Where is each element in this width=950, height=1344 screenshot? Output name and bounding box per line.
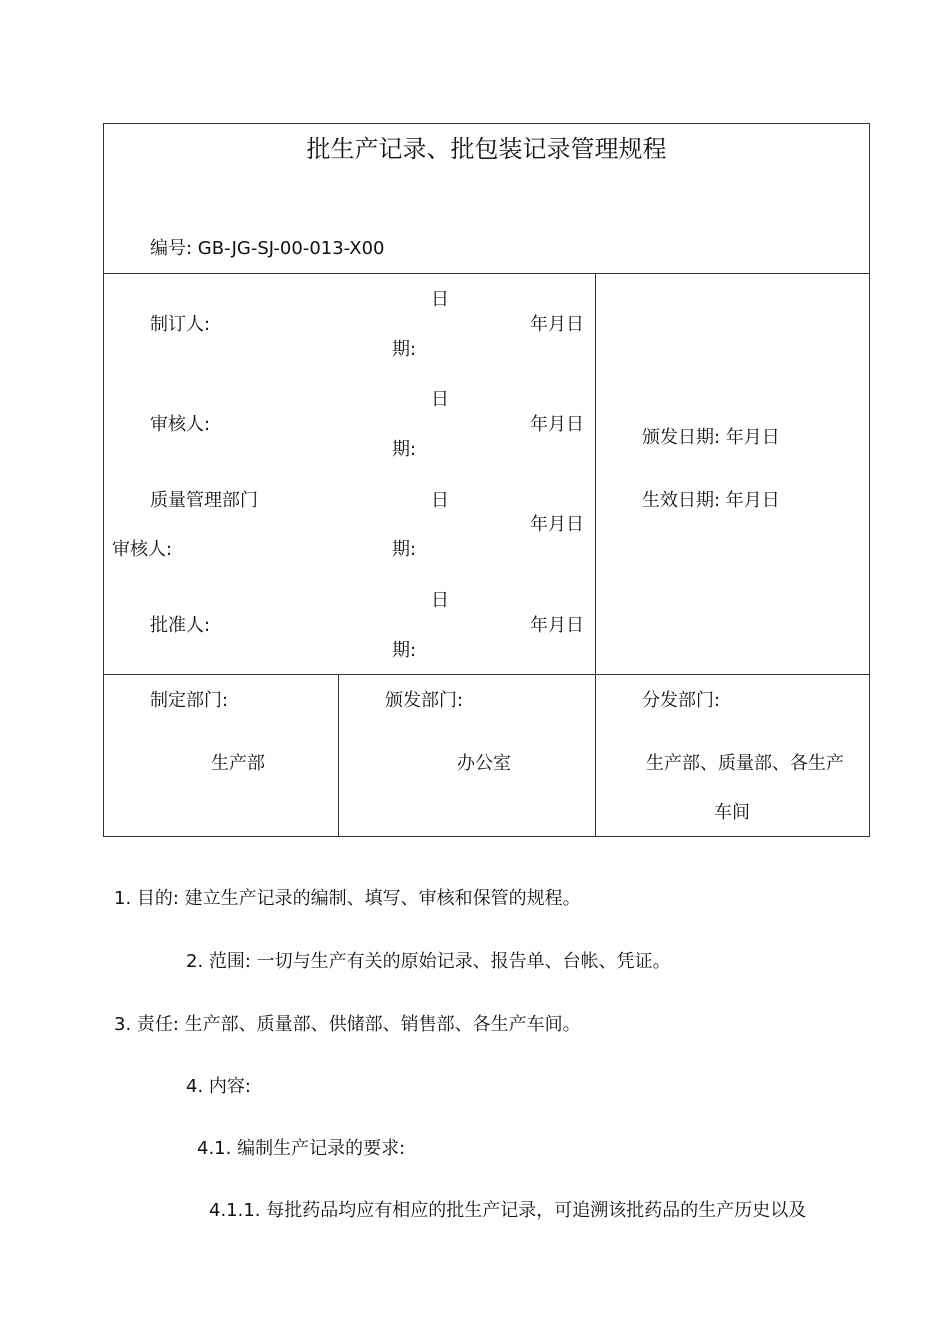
reviewer-date-value: 年月日 [530, 414, 584, 435]
table-divider-dept [338, 674, 339, 837]
approver-date-value: 年月日 [530, 615, 584, 636]
drafting-dept-label: 制定部门: [150, 690, 229, 711]
approver-label: 批准人: [150, 615, 211, 636]
issue-date: 颁发日期: 年月日 [642, 427, 780, 448]
approver-date-label-top: 日 [431, 590, 449, 611]
document-number: 编号: GB-JG-SJ-00-013-X00 [150, 238, 385, 259]
section-4-1-1: 4.1.1. 每批药品均应有相应的批生产记录，可追溯该批药品的生产历史以及 [209, 1200, 807, 1221]
reviewer-label: 审核人: [150, 414, 211, 435]
table-border-header-bottom [103, 273, 870, 274]
qa-reviewer-date-label-top: 日 [431, 490, 449, 511]
distribution-dept-value-line1: 生产部、质量部、各生产 [646, 753, 844, 774]
section-content: 4. 内容: [186, 1076, 251, 1097]
qa-reviewer-label-line2: 审核人: [112, 539, 173, 560]
table-divider-sign [595, 273, 596, 837]
section-responsibility: 3. 责任: 生产部、质量部、供储部、销售部、各生产车间。 [114, 1014, 581, 1035]
table-border-right [869, 123, 870, 837]
qa-reviewer-date-label-bottom: 期: [392, 539, 417, 560]
table-border-bottom [103, 836, 870, 837]
reviewer-date-label-top: 日 [431, 389, 449, 410]
issuing-dept-value: 办公室 [457, 753, 511, 774]
section-4-1: 4.1. 编制生产记录的要求: [197, 1138, 406, 1159]
table-border-sign-bottom [103, 674, 870, 675]
drafter-date-value: 年月日 [530, 314, 584, 335]
qa-reviewer-date-value: 年月日 [530, 514, 584, 535]
drafting-dept-value: 生产部 [211, 753, 265, 774]
drafter-date-label-top: 日 [431, 289, 449, 310]
distribution-dept-label: 分发部门: [642, 690, 721, 711]
document-title: 批生产记录、批包装记录管理规程 [306, 135, 667, 163]
drafter-label: 制订人: [150, 314, 211, 335]
table-border-top [103, 123, 870, 124]
distribution-dept-value-line2: 车间 [714, 802, 750, 823]
section-scope: 2. 范围: 一切与生产有关的原始记录、报告单、台帐、凭证。 [186, 951, 671, 972]
table-border-left [103, 123, 104, 837]
drafter-date-label-bottom: 期: [392, 339, 417, 360]
effective-date: 生效日期: 年月日 [642, 490, 780, 511]
qa-reviewer-label-line1: 质量管理部门 [150, 490, 258, 511]
approver-date-label-bottom: 期: [392, 640, 417, 661]
section-purpose: 1. 目的: 建立生产记录的编制、填写、审核和保管的规程。 [114, 888, 581, 909]
reviewer-date-label-bottom: 期: [392, 439, 417, 460]
issuing-dept-label: 颁发部门: [385, 690, 464, 711]
